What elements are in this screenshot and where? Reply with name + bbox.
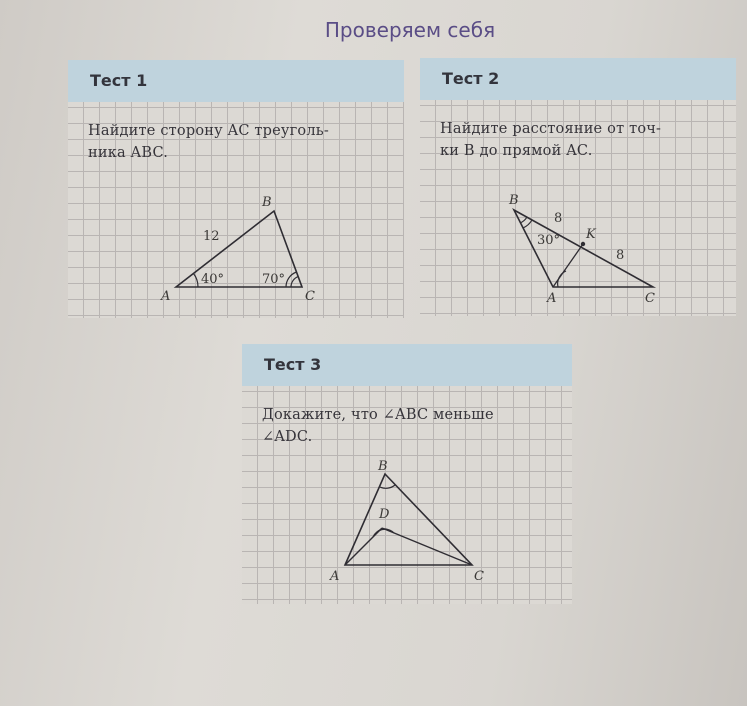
angle-b-arc-3: [380, 485, 395, 488]
triangle-abc-3: [345, 474, 472, 565]
test-1-header: Тест 1: [68, 60, 404, 102]
vertex-b-label-3: B: [378, 459, 388, 474]
vertex-a-label-3: A: [330, 569, 340, 584]
vertex-b-label-2: B: [509, 193, 519, 208]
segment-kc-label: 8: [616, 248, 625, 263]
vertex-c-label-3: C: [474, 569, 484, 584]
vertex-b-label: B: [262, 195, 272, 210]
vertex-d-label: D: [379, 507, 390, 522]
vertex-a-label-2: A: [547, 291, 557, 306]
test-2-task-line-1: Найдите расстояние от точ-: [440, 121, 662, 137]
angle-a-label: 40°: [201, 272, 225, 287]
test-1-task-line-1: Найдите сторону AC треуголь-: [88, 123, 329, 139]
test-3-header: Тест 3: [242, 344, 572, 386]
vertex-c-label: C: [305, 289, 315, 304]
test-3-task-line-1: Докажите, что ∠ABC меньше: [262, 407, 494, 423]
segment-bk-label: 8: [554, 211, 563, 226]
angle-c-label: 70°: [262, 272, 286, 287]
segment-dc: [382, 528, 472, 565]
test-1-task-line-2: ника ABC.: [88, 145, 169, 161]
test-2-task-line-2: ки B до прямой AC.: [440, 143, 593, 159]
angle-b-label: 30°: [537, 233, 561, 248]
page-title: Проверяем себя: [324, 18, 496, 42]
test-3-task-line-2: ∠ADC.: [262, 429, 313, 445]
vertex-c-label-2: C: [645, 291, 655, 306]
test-2-header: Тест 2: [420, 58, 736, 100]
point-k-label: K: [586, 227, 596, 242]
vertex-a-label: A: [161, 289, 171, 304]
side-ab-label: 12: [203, 229, 220, 244]
